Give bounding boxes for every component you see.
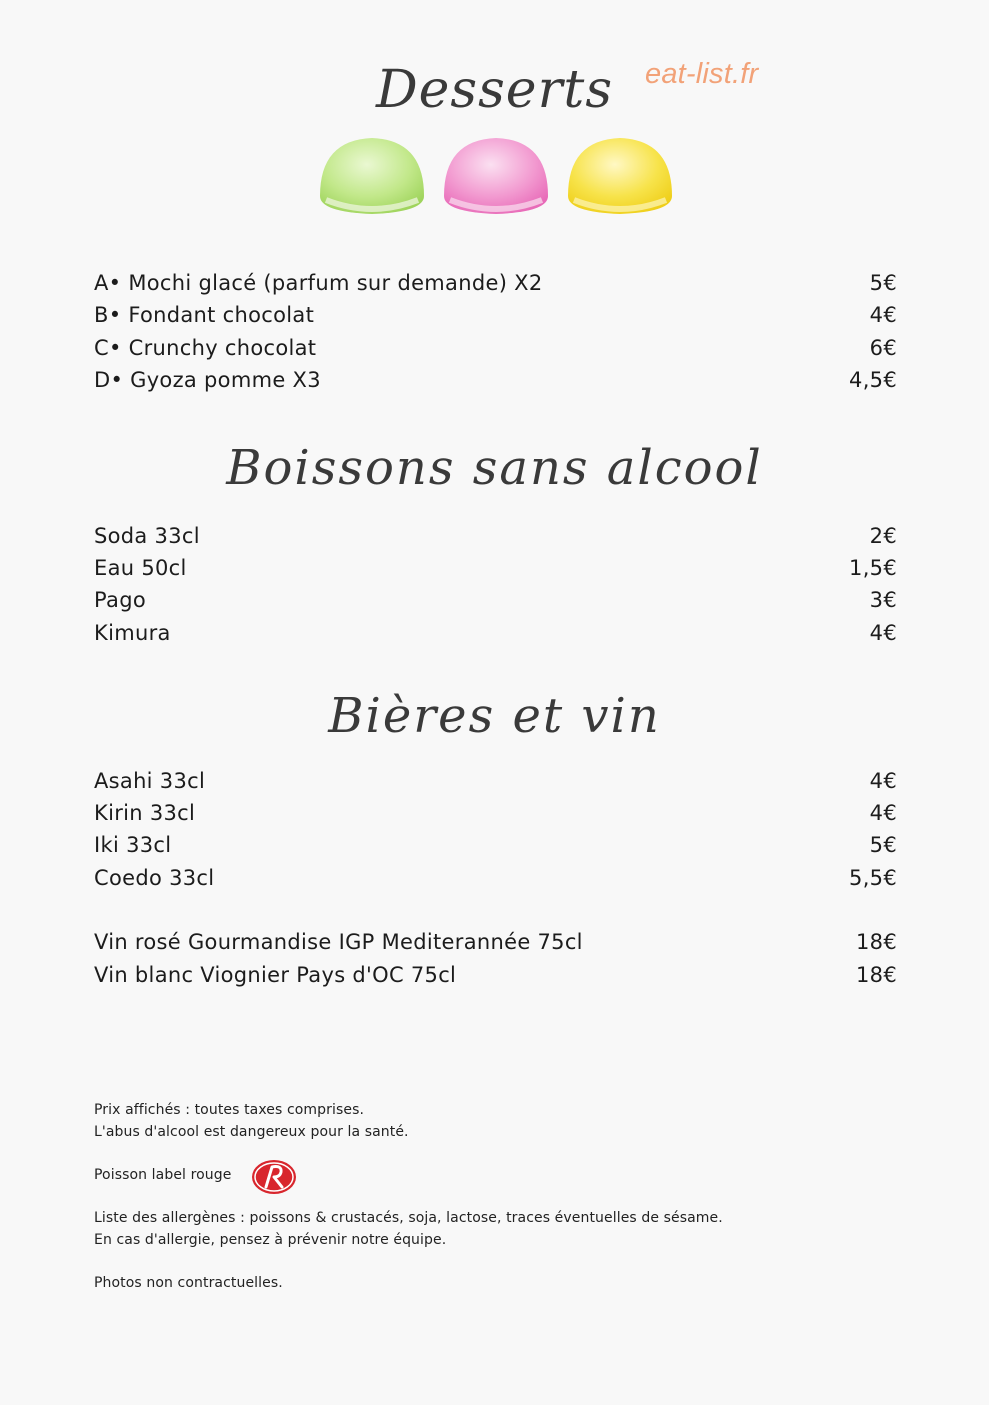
menu-item: [94, 364, 897, 396]
section-title-desserts: Desserts: [375, 60, 614, 120]
menu-item: [94, 267, 897, 299]
item-name: Kirin 33cl: [94, 801, 196, 825]
item-price: 2€: [869, 524, 897, 548]
item-price: 4€: [869, 769, 897, 793]
item-name: Kimura: [94, 621, 171, 645]
mochi-green: [320, 138, 424, 214]
allergy-warning: En cas d'allergie, pensez à prévenir notre équipe.: [94, 1232, 447, 1248]
item-name: A• Mochi glacé (parfum sur demande) X2: [94, 271, 543, 295]
allergens-list: Liste des allergènes : poissons & crustacés, soja, lactose, traces éventuelles de sésame.: [94, 1210, 723, 1226]
item-name: Pago: [94, 588, 146, 612]
item-price: 1,5€: [849, 556, 897, 580]
section-title-boissons: Boissons sans alcool: [226, 440, 763, 496]
item-price: 5€: [869, 833, 897, 857]
mochi-yellow: [568, 138, 672, 214]
menu-item: [94, 552, 897, 584]
item-price: 6€: [869, 336, 897, 360]
item-name: Vin rosé Gourmandise IGP Mediterannée 75cl: [94, 930, 583, 954]
section-title-bieres: Bières et vin: [328, 688, 661, 744]
menu-item: [94, 332, 897, 364]
mochi-image: [316, 134, 676, 218]
label-rouge-logo-icon: [248, 1157, 300, 1197]
item-price: 5€: [869, 271, 897, 295]
item-price: 18€: [856, 930, 897, 954]
menu-item: [94, 584, 897, 616]
item-price: 5,5€: [849, 866, 897, 890]
item-price: 3€: [869, 588, 897, 612]
mochi-pink: [444, 138, 548, 214]
item-name: Vin blanc Viognier Pays d'OC 75cl: [94, 963, 457, 987]
menu-item: [94, 829, 897, 861]
item-name: Asahi 33cl: [94, 769, 206, 793]
item-name: D• Gyoza pomme X3: [94, 368, 321, 392]
item-name: Iki 33cl: [94, 833, 172, 857]
watermark: eat-list.fr: [645, 58, 759, 90]
item-price: 4,5€: [849, 368, 897, 392]
menu-item-wine: [94, 926, 897, 958]
item-name: Coedo 33cl: [94, 866, 215, 890]
alcohol-warning: L'abus d'alcool est dangereux pour la santé.: [94, 1124, 409, 1140]
menu-item-wine: [94, 959, 897, 991]
item-name: Eau 50cl: [94, 556, 187, 580]
menu-item: [94, 797, 897, 829]
item-price: 4€: [869, 303, 897, 327]
menu-item: [94, 765, 897, 797]
item-price: 18€: [856, 963, 897, 987]
item-price: 4€: [869, 801, 897, 825]
menu-item: [94, 862, 897, 894]
menu-item: [94, 520, 897, 552]
tax-note: Prix affichés : toutes taxes comprises.: [94, 1102, 365, 1118]
item-name: C• Crunchy chocolat: [94, 336, 317, 360]
item-price: 4€: [869, 621, 897, 645]
photos-note: Photos non contractuelles.: [94, 1275, 283, 1291]
menu-item: [94, 617, 897, 649]
item-name: Soda 33cl: [94, 524, 200, 548]
label-rouge-text: Poisson label rouge: [94, 1167, 232, 1183]
item-name: B• Fondant chocolat: [94, 303, 315, 327]
menu-item: [94, 299, 897, 331]
